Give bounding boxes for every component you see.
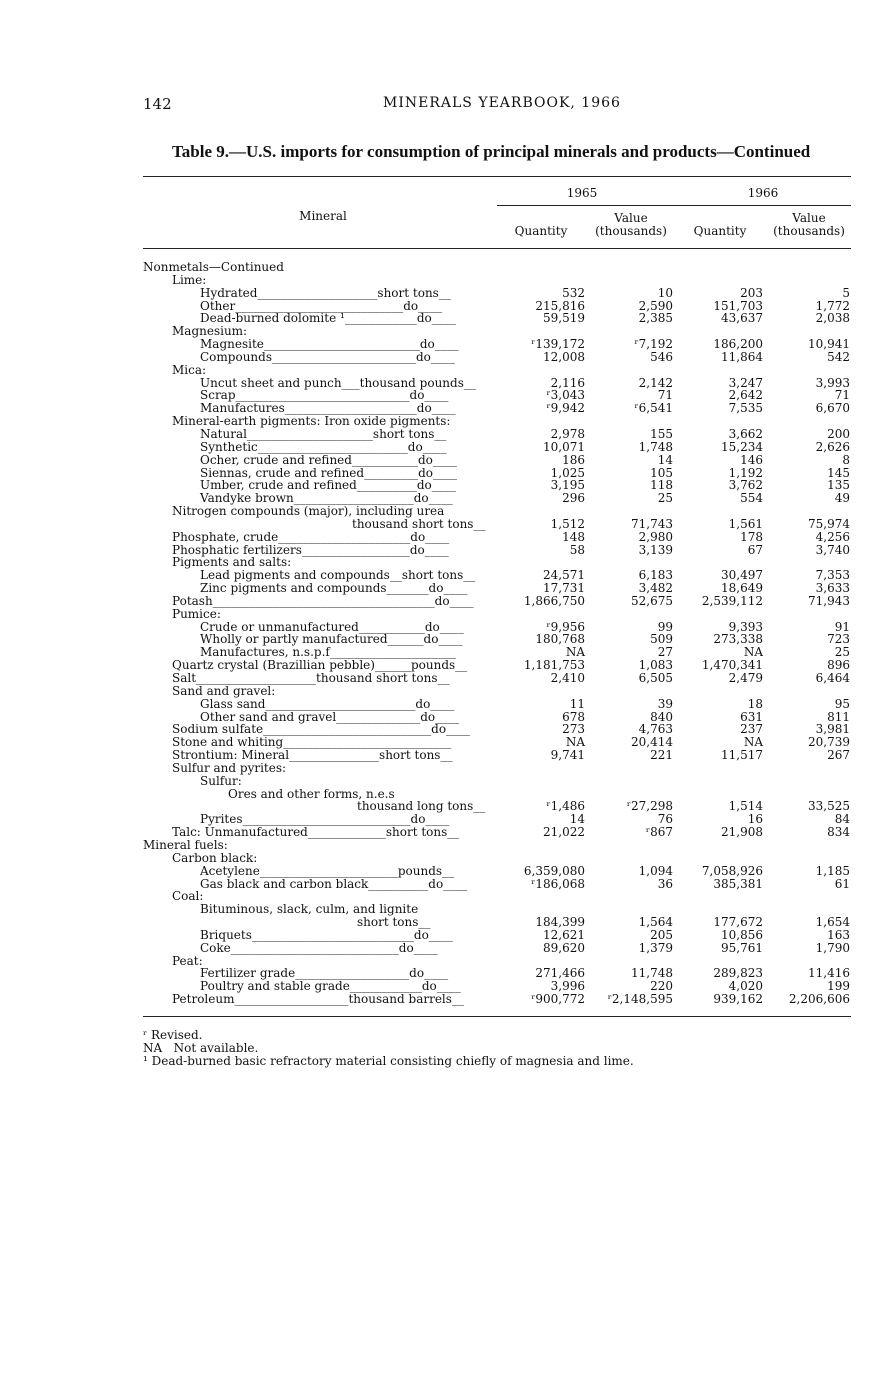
cell-quantity-1966: 30,497 [721,568,763,583]
row-label: Umber, crude and refined__________do____ [200,478,456,493]
column-header-value-1966: Value [792,211,826,225]
cell-value-1965: 155 [650,426,673,441]
row-label: Manufactures______________________do____ [200,401,456,416]
cell-quantity-1965: 14 [569,812,585,827]
cell-value-1965: 11,748 [631,966,673,981]
cell-value-1966: 135 [827,478,850,493]
row-label: Siennas, crude and refined_________do____ [200,465,457,480]
row-label: Other sand and gravel______________do____ [200,709,460,724]
table-row [0,916,870,929]
cell-value-1965: 71 [657,388,673,403]
cell-quantity-1966: 186,200 [713,337,763,352]
cell-quantity-1966: 631 [740,709,763,724]
cell-value-1965: 1,564 [638,915,673,930]
table-row [0,595,870,608]
cell-value-1966: 6,670 [815,401,850,416]
table-row [0,698,870,711]
cell-value-1966: 1,790 [815,940,850,955]
cell-value-1965: 6,505 [638,671,673,685]
table-row [0,428,870,441]
table-row [0,544,870,557]
cell-value-1965: 840 [650,709,673,724]
cell-value-1965: 2,385 [638,311,673,326]
row-label: Zinc pigments and compounds_______do____ [200,581,468,596]
cell-value-1965: 52,675 [631,593,673,608]
cell-value-1965: 118 [650,478,673,493]
cell-value-1966: 3,633 [815,581,850,596]
row-label: Nitrogen compounds (major), including urea [172,504,445,519]
cell-quantity-1966: 2,479 [728,671,763,685]
cell-quantity-1965: 12,008 [543,349,585,364]
cell-quantity-1966: 4,020 [728,979,763,994]
table-row [0,852,870,865]
cell-value-1966: 145 [827,465,850,480]
cell-value-1965: 1,094 [638,863,673,878]
table-title: Table 9.—U.S. imports for consumption of principal minerals and products—Continued [172,142,811,161]
cell-value-1966: 3,740 [815,542,850,557]
table-row [0,531,870,544]
cell-quantity-1965: 24,571 [543,568,585,583]
cell-value-1965: 6,183 [638,568,673,583]
cell-value-1966: 75,974 [808,516,850,531]
cell-quantity-1965: 21,022 [543,825,585,840]
table-row [0,839,870,852]
row-label: Salt____________________thousand short tons__ [172,671,450,685]
table-row [0,582,870,595]
cell-value-1966: 896 [827,658,850,673]
row-label: Crude or unmanufactured___________do____ [200,619,464,634]
cell-value-1965: ʳ6,541 [634,401,673,416]
cell-value-1965: 20,414 [631,735,673,750]
row-label: Pyrites____________________________do____ [200,812,450,827]
table-row [0,775,870,788]
cell-value-1965: 220 [650,979,673,994]
cell-value-1965: 2,142 [638,375,673,390]
row-label: Poultry and stable grade____________do____ [200,979,461,994]
column-header-quantity-1965: Quantity [514,224,568,238]
table-row [0,826,870,839]
table-row [0,261,870,274]
cell-value-1966: 199 [827,979,850,994]
column-header-value-1965: Value [614,211,648,225]
cell-quantity-1965: 1,181,753 [523,658,585,673]
cell-quantity-1965: 2,116 [550,375,585,390]
cell-quantity-1965: 58 [569,542,585,557]
table-row [0,287,870,300]
table-row [0,454,870,467]
row-label: Hydrated____________________short tons__ [200,285,451,300]
cell-value-1966: 5 [842,285,850,300]
cell-value-1966: 3,993 [815,375,850,390]
cell-quantity-1965: ʳ9,956 [546,619,585,634]
cell-quantity-1966: 9,393 [728,619,763,634]
table-row [0,518,870,531]
row-label: Briquets___________________________do____ [200,927,453,942]
cell-quantity-1965: 215,816 [535,298,585,313]
cell-quantity-1965: 271,466 [535,966,585,981]
cell-value-1966: 6,464 [815,671,850,685]
row-label: Other____________________________do____ [200,298,443,313]
row-label: Synthetic_________________________do____ [200,439,447,454]
cell-quantity-1965: 12,621 [543,927,585,942]
page-number: 142 [143,95,172,113]
cell-value-1966: 95 [834,696,850,711]
table-row [0,338,870,351]
table-row [0,351,870,364]
row-label: Magnesite__________________________do____ [200,337,459,352]
cell-quantity-1966: 146 [740,452,763,467]
cell-quantity-1965: ʳ900,772 [531,992,585,1007]
cell-quantity-1966: 203 [740,285,763,300]
row-label: Fertilizer grade___________________do____ [200,966,449,981]
cell-value-1965: 25 [657,491,673,506]
cell-quantity-1966: 18,649 [721,581,763,596]
cell-value-1965: 4,763 [638,722,673,737]
cell-quantity-1965: 9,741 [550,748,585,763]
cell-value-1966: 834 [827,825,850,840]
row-label: Stone and whiting____________________________ [172,735,452,750]
cell-value-1966: 25 [834,645,850,660]
row-label: thousand short tons__ [352,516,486,531]
column-header-1966: 1966 [747,186,779,200]
cell-value-1965: ʳ867 [645,825,673,840]
cell-quantity-1965: 2,410 [550,671,585,685]
table-row [0,685,870,698]
footnote-revised: ʳ Revised. [143,1028,203,1042]
cell-value-1966: 4,256 [815,529,850,544]
cell-quantity-1965: ʳ3,043 [546,388,585,403]
cell-value-1966: 49 [834,491,850,506]
row-label: Mineral fuels: [143,837,228,852]
cell-value-1965: 221 [650,748,673,763]
row-label: Talc: Unmanufactured_____________short tons__ [172,825,460,840]
table-row [0,364,870,377]
row-label: Phosphate, crude______________________do____ [172,529,450,544]
cell-value-1965: ʳ2,148,595 [607,992,673,1007]
cell-quantity-1966: 178 [740,529,763,544]
cell-quantity-1966: 7,058,926 [701,863,763,878]
table-row [0,762,870,775]
cell-value-1966: 1,772 [815,298,850,313]
table-row [0,672,870,685]
cell-quantity-1966: 1,470,341 [701,658,763,673]
cell-quantity-1965: 59,519 [543,311,585,326]
cell-value-1965: 39 [657,696,673,711]
row-label: Sulfur: [200,773,242,788]
cell-quantity-1965: 1,025 [550,465,585,480]
footnote-not-available: NA Not available. [143,1041,259,1055]
cell-quantity-1966: 10,856 [721,927,763,942]
cell-value-1965: 10 [657,285,673,300]
cell-value-1966: 811 [827,709,850,724]
cell-quantity-1966: 554 [740,491,763,506]
cell-value-1965: 546 [650,349,673,364]
row-label: Magnesium: [172,324,248,339]
cell-quantity-1966: NA [743,645,763,660]
row-label: thousand long tons__ [357,799,486,814]
cell-quantity-1965: ʳ9,942 [546,401,585,416]
cell-value-1966: 2,626 [815,439,850,454]
cell-value-1966: 61 [834,876,850,891]
column-header-quantity-1966: Quantity [693,224,747,238]
cell-value-1966: 3,981 [815,722,850,737]
cell-quantity-1965: 3,195 [550,478,585,493]
cell-quantity-1966: 2,539,112 [701,593,763,608]
table-row [0,929,870,942]
row-label: Nonmetals—Continued [143,260,284,274]
row-label: Petroleum___________________thousand barrels__ [172,992,464,1007]
table-top-rule [143,176,851,177]
row-label: Wholly or partly manufactured______do____ [200,632,463,647]
row-label: Dead-burned dolomite ¹____________do____ [200,311,456,326]
row-label: Bituminous, slack, culm, and lignite [200,902,419,917]
cell-value-1966: 71 [834,388,850,403]
cell-quantity-1965: NA [565,645,585,660]
cell-value-1966: 84 [834,812,850,827]
row-label: Coal: [172,889,204,904]
row-label: Quartz crystal (Brazillian pebble)______pounds__ [172,658,468,673]
row-label: Ores and other forms, n.e.s [228,786,395,801]
column-header-thousands-1965: (thousands) [595,224,667,238]
cell-quantity-1965: 1,512 [550,516,585,531]
cell-quantity-1966: 43,637 [721,311,763,326]
cell-value-1965: 1,748 [638,439,673,454]
cell-value-1965: 99 [657,619,673,634]
cell-quantity-1966: 15,234 [721,439,763,454]
column-header-1965: 1965 [566,186,598,200]
cell-quantity-1966: 1,192 [728,465,763,480]
table-row [0,312,870,325]
table-body [0,261,870,1006]
cell-quantity-1965: 186 [562,452,585,467]
row-label: Potash_____________________________________do____ [172,593,474,608]
cell-value-1965: 105 [650,465,673,480]
cell-quantity-1965: 678 [562,709,585,724]
cell-quantity-1965: 2,978 [550,426,585,441]
cell-value-1966: 163 [827,927,850,942]
cell-quantity-1966: 3,662 [728,426,763,441]
row-label: Mineral-earth pigments: Iron oxide pigments: [172,414,451,429]
cell-quantity-1965: 532 [562,285,585,300]
row-label: Uncut sheet and punch___thousand pounds__ [200,375,476,390]
cell-quantity-1966: 11,517 [721,748,763,763]
cell-quantity-1965: 296 [562,491,585,506]
cell-value-1966: 7,353 [815,568,850,583]
cell-quantity-1965: 184,399 [535,915,585,930]
cell-quantity-1965: ʳ139,172 [531,337,585,352]
cell-value-1965: 2,590 [638,298,673,313]
column-header-thousands-1966: (thousands) [773,224,845,238]
row-label: Compounds________________________do____ [200,349,455,364]
row-label: Sulfur and pyrites: [172,760,287,775]
cell-quantity-1966: 3,247 [728,375,763,390]
cell-value-1966: 1,654 [815,915,850,930]
table-row [0,274,870,287]
row-label: Gas black and carbon black__________do____ [200,876,468,891]
cell-quantity-1966: 21,908 [721,825,763,840]
table-row [0,608,870,621]
cell-quantity-1966: 939,162 [713,992,763,1007]
table-row [0,878,870,891]
cell-quantity-1965: 11 [569,696,585,711]
cell-value-1966: 1,185 [815,863,850,878]
cell-value-1965: 1,083 [638,658,673,673]
row-label: Manufactures, n.s.p.f_____________________ [200,645,456,660]
row-label: Coke____________________________do____ [200,940,438,955]
cell-quantity-1965: NA [565,735,585,750]
column-header-mineral: Mineral [299,209,347,223]
cell-quantity-1966: 16 [747,812,763,827]
cell-value-1966: 91 [834,619,850,634]
cell-quantity-1966: 289,823 [713,966,763,981]
cell-quantity-1965: 148 [562,529,585,544]
row-label: Mica: [172,362,207,377]
cell-quantity-1965: 180,768 [535,632,585,647]
cell-value-1966: 8 [842,452,850,467]
cell-quantity-1966: 7,535 [728,401,763,416]
cell-value-1965: 14 [657,452,673,467]
cell-quantity-1966: 2,642 [728,388,763,403]
row-label: Pigments and salts: [172,555,292,570]
cell-value-1966: 20,739 [808,735,850,750]
cell-quantity-1965: 6,359,080 [523,863,585,878]
year-rule [497,205,851,206]
table-row [0,890,870,903]
row-label: Lime: [172,272,207,287]
cell-value-1966: 267 [827,748,850,763]
table-row [0,441,870,454]
row-label: Pumice: [172,606,221,621]
cell-quantity-1966: 18 [747,696,763,711]
row-label: Ocher, crude and refined___________do____ [200,452,457,467]
cell-quantity-1966: 95,761 [721,940,763,955]
row-label: Glass sand_________________________do____ [200,696,455,711]
cell-quantity-1966: 177,672 [713,915,763,930]
cell-value-1966: 2,038 [815,311,850,326]
cell-value-1965: 205 [650,927,673,942]
running-title: MINERALS YEARBOOK, 1966 [383,95,621,111]
cell-value-1965: 509 [650,632,673,647]
row-label: short tons__ [357,915,431,930]
cell-quantity-1965: 273 [562,722,585,737]
cell-quantity-1966: 1,561 [728,516,763,531]
cell-value-1966: 11,416 [808,966,850,981]
row-label: Phosphatic fertilizers__________________do____ [172,542,449,557]
cell-quantity-1966: 67 [747,542,763,557]
cell-quantity-1965: 10,071 [543,439,585,454]
cell-value-1965: 71,743 [631,516,673,531]
table-row [0,749,870,762]
cell-value-1965: 3,139 [638,542,673,557]
cell-value-1965: 27 [657,645,673,660]
cell-value-1966: 542 [827,349,850,364]
cell-quantity-1966: 1,514 [728,799,763,814]
cell-value-1966: 200 [827,426,850,441]
row-label: Vandyke brown____________________do____ [200,491,453,506]
cell-quantity-1965: ʳ1,486 [546,799,585,814]
cell-quantity-1966: 11,864 [721,349,763,364]
cell-value-1965: ʳ27,298 [626,799,673,814]
table-row [0,993,870,1006]
cell-value-1965: 2,980 [638,529,673,544]
row-label: Acetylene_______________________pounds__ [200,863,455,878]
cell-value-1966: 33,525 [808,799,850,814]
cell-quantity-1966: 151,703 [713,298,763,313]
cell-value-1965: ʳ7,192 [634,337,673,352]
table-row [0,865,870,878]
row-label: Peat: [172,953,203,968]
cell-quantity-1966: 385,381 [713,876,763,891]
cell-value-1966: 71,943 [808,593,850,608]
row-label: Sand and gravel: [172,683,276,698]
cell-quantity-1966: NA [743,735,763,750]
row-label: Scrap_____________________________do____ [200,388,449,403]
table-row [0,505,870,518]
cell-value-1965: 1,379 [638,940,673,955]
cell-quantity-1965: 3,996 [550,979,585,994]
header-bottom-rule [143,248,851,249]
row-label: Carbon black: [172,850,258,865]
cell-value-1966: 10,941 [808,337,850,352]
footnote-dead-burned: ¹ Dead-burned basic refractory material consisting chiefly of magnesia and lime. [143,1054,634,1068]
cell-quantity-1965: 17,731 [543,581,585,596]
cell-quantity-1966: 237 [740,722,763,737]
row-label: Strontium: Mineral_______________short tons__ [172,748,453,763]
cell-quantity-1966: 3,762 [728,478,763,493]
row-label: Natural_____________________short tons__ [200,426,447,441]
row-label: Sodium sulfate____________________________do____ [172,722,471,737]
cell-quantity-1965: ʳ186,068 [531,876,585,891]
table-row [0,942,870,955]
cell-quantity-1965: 89,620 [543,940,585,955]
table-bottom-rule [143,1016,851,1017]
row-label: Lead pigments and compounds__short tons__ [200,568,476,583]
cell-quantity-1965: 1,866,750 [523,593,585,608]
cell-value-1965: 76 [657,812,673,827]
cell-value-1966: 2,206,606 [788,992,850,1007]
cell-value-1965: 3,482 [638,581,673,596]
cell-value-1966: 723 [827,632,850,647]
cell-value-1965: 36 [657,876,673,891]
cell-quantity-1966: 273,338 [713,632,763,647]
